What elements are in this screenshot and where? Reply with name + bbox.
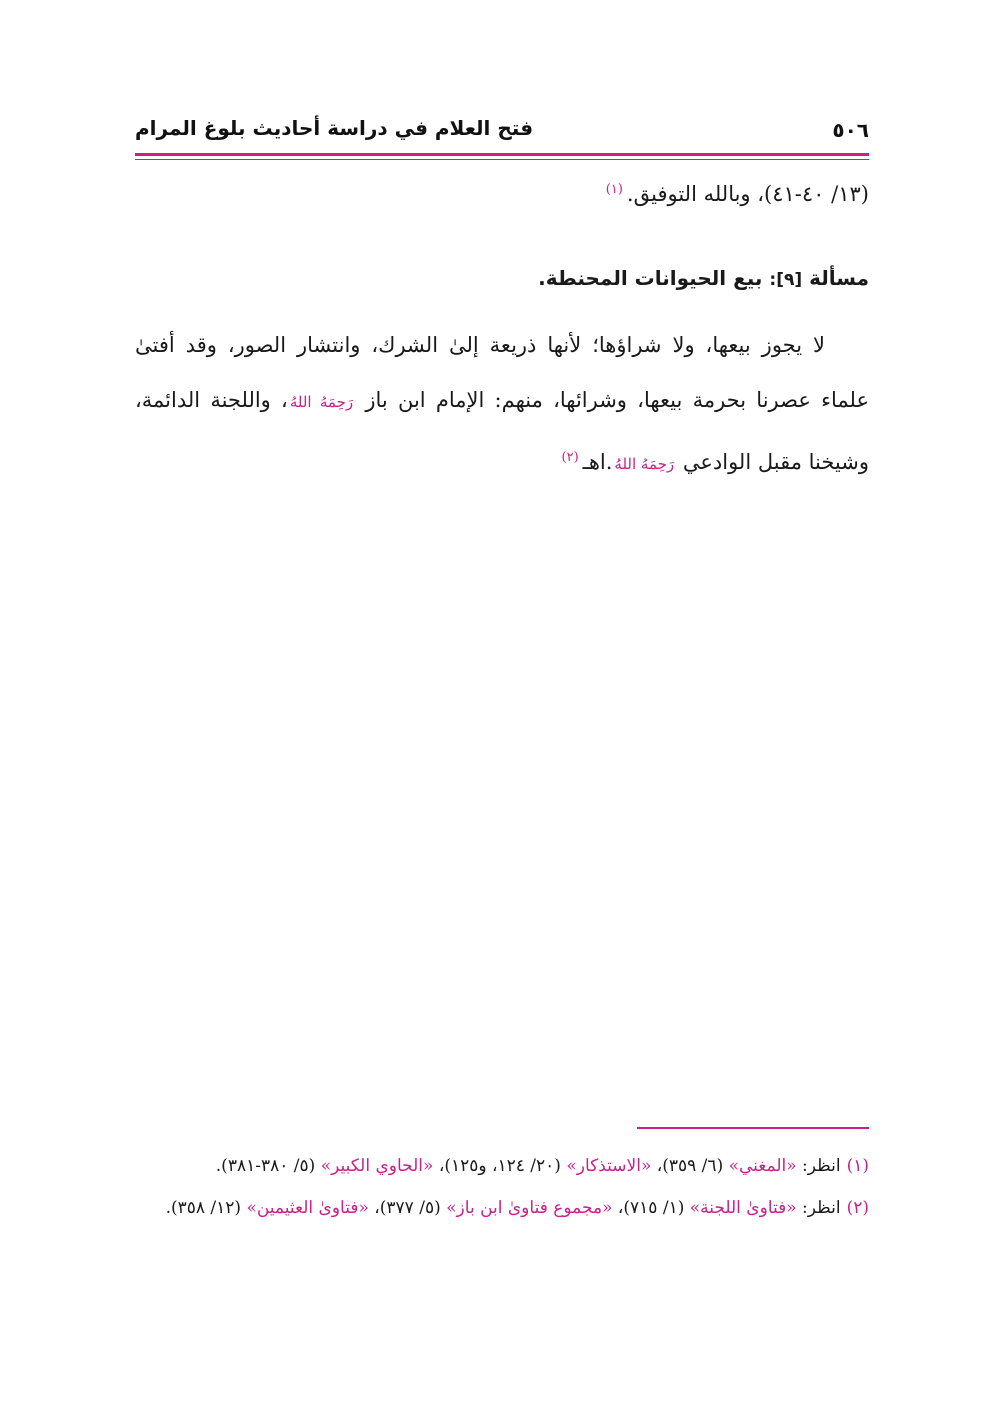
footnotes <box>135 1150 869 1234</box>
issue-heading <box>135 260 869 298</box>
footnote-ref-1: (١) <box>605 182 623 197</box>
honorific-mark-1: رَحِمَهُ اللهُ <box>289 393 354 411</box>
footnote-separator <box>637 1127 869 1129</box>
paragraph-text-3: .اهـ <box>582 450 613 474</box>
issue-label: مسألة <box>809 266 869 290</box>
source-title: «مجموع فتاوىٰ ابن باز» <box>446 1198 613 1218</box>
source-title: «فتاوىٰ العثيمين» <box>246 1198 369 1218</box>
continuation-line <box>135 170 869 214</box>
source-ref: (١٢/ ٣٥٨). <box>165 1198 247 1218</box>
issue-number: [٩]: <box>769 270 803 290</box>
source-ref: (٥/ ٣٧٧)، <box>368 1198 447 1218</box>
footnote-lead: انظر: <box>796 1156 841 1176</box>
issue-paragraph <box>135 318 869 492</box>
honorific-mark-2: رَحِمَهُ اللهُ <box>614 455 675 473</box>
footnote-ref-2: (٢) <box>561 450 579 465</box>
page-number: ٥٠٦ <box>832 118 869 142</box>
issue-title: بيع الحيوانات المحنطة. <box>538 266 763 290</box>
footnote-lead: انظر: <box>796 1198 841 1218</box>
footnote-2 <box>135 1192 869 1224</box>
source-ref: (٢٠/ ١٢٤، و١٢٥)، <box>433 1156 567 1176</box>
header-rule-thick <box>135 153 869 156</box>
book-title: فتح العلام في دراسة أحاديث بلوغ المرام <box>135 116 534 140</box>
main-content <box>135 170 869 513</box>
footnote-number: (١) <box>846 1156 869 1176</box>
source-ref: (١/ ٧١٥)، <box>612 1198 690 1218</box>
source-title: «المغني» <box>728 1156 797 1176</box>
source-ref: (٦/ ٣٥٩)، <box>651 1156 729 1176</box>
source-title: «فتاوىٰ اللجنة» <box>689 1198 797 1218</box>
source-title: «الحاوي الكبير» <box>320 1156 434 1176</box>
source-title: «الاستذكار» <box>566 1156 652 1176</box>
paragraph-text-1: لا يجوز بيعها، ولا شراؤها؛ لأنها ذريعة إلىٰ الشرك، وانتشار الصور، وقد أفتىٰ علماء عصرنا بحرمة بيعها، وشرائها، منهم: الإمام ابن باز <box>135 333 869 412</box>
header-rule-thin <box>135 159 869 160</box>
footnote-1 <box>135 1150 869 1182</box>
continuation-text: (١٣/ ٤٠-٤١)، وبالله التوفيق. <box>626 182 869 206</box>
paragraph-text-2: ، واللجنة الدائمة، وشيخنا مقبل الوادعي <box>135 388 869 474</box>
page-header <box>135 112 869 154</box>
footnote-number: (٢) <box>846 1198 869 1218</box>
source-ref: (٥/ ٣٨٠-٣٨١). <box>215 1156 321 1176</box>
